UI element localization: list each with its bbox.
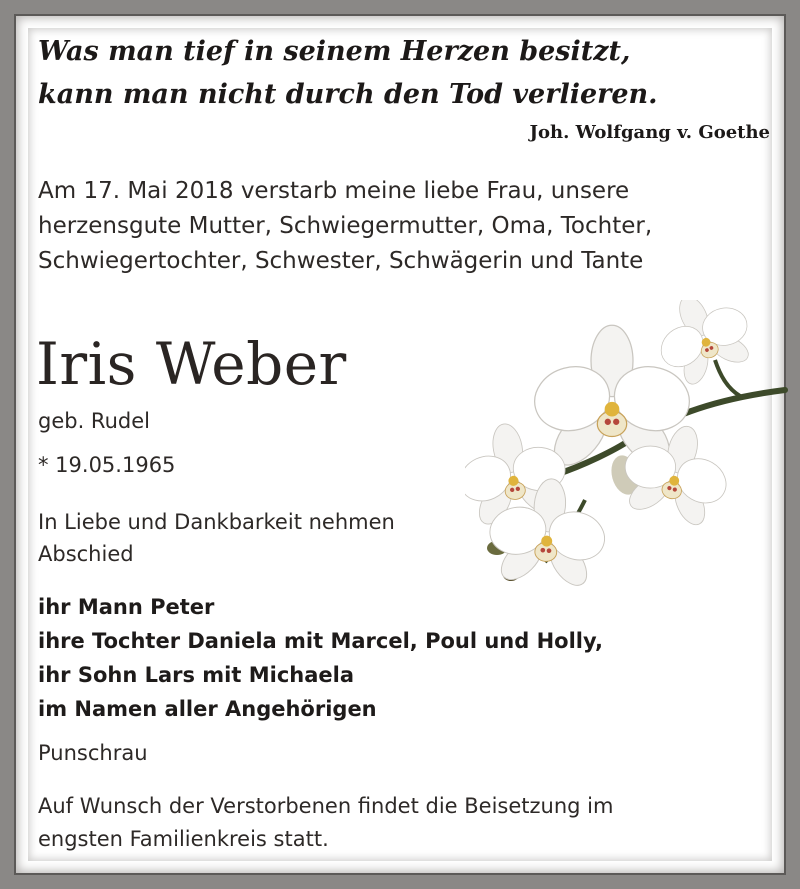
mourner-line: ihr Sohn Lars mit Michaela [38,663,355,687]
mourner-line: ihre Tochter Daniela mit Marcel, Poul und Holly, [38,629,604,653]
intro-text [38,174,738,279]
mourner-line: im Namen aller Angehörigen [38,697,377,721]
mourners-list [38,590,758,726]
place-name: Punschrau [38,741,148,765]
note-line-2: engsten Familienkreis statt. [38,827,329,851]
quote-author: Joh. Wolfgang v. Goethe [529,122,770,143]
quote-line-2: kann man nicht durch den Tod verlieren. [38,79,658,110]
orchid-icon [465,300,795,590]
quote-line-1: Was man tief in seinem Herzen besitzt, [38,36,631,67]
farewell-line-1: In Liebe und Dankbarkeit nehmen [38,510,395,534]
mourner-line: ihr Mann Peter [38,595,215,619]
burial-note [38,790,758,856]
birth-date: * 19.05.1965 [38,453,176,477]
quote [38,30,778,116]
intro-line-3: Schwiegertochter, Schwester, Schwägerin und Tante [38,248,644,274]
note-line-1: Auf Wunsch der Verstorbenen findet die Beisetzung im [38,794,614,818]
maiden-name: geb. Rudel [38,409,150,433]
deceased-name: Iris Weber [36,330,347,398]
intro-line-1: Am 17. Mai 2018 verstarb meine liebe Frau, unsere [38,178,630,204]
farewell-text [38,506,468,570]
intro-line-2: herzensgute Mutter, Schwiegermutter, Oma, Tochter, [38,213,653,239]
farewell-line-2: Abschied [38,542,134,566]
